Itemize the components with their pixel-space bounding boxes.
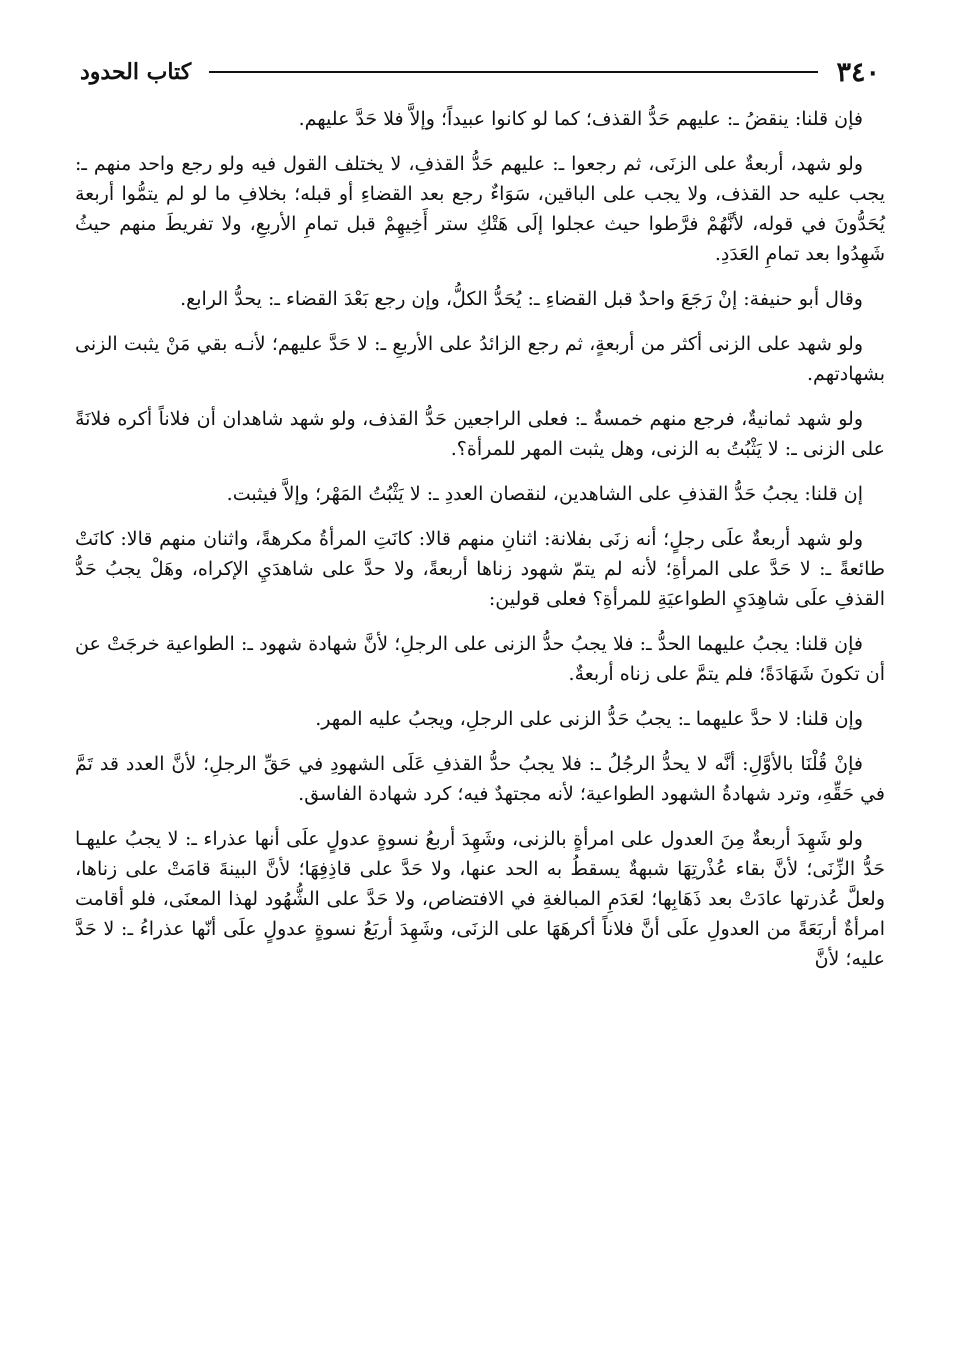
paragraph: ولو شهد، أربعةٌ على الزنَى، ثم رجعوا ـ: عليهم حَدُّ القذفِ، لا يختلف القول فيه ولو رجع واحد منهم ـ: يجب عليه حد القذف، ولا يجب على الباقين، سَوَاءٌ رجع بعد القضاءِ أو قبله؛ بخلافِ ما لو لم يتمُّوا أربعة يُحَدُّونَ في قوله، لأنَّهُمْ فرَّطوا حيث عجلوا إلَى هَتْكِ ستر أَخِيهِمْ قبل تمامِ الأربعِ، ولا تفريطَ منهم حيثُ شَهِدُوا بعد تمامِ العَدَدِ. — [75, 153, 885, 265]
paragraph: ولو شهد أربعةٌ علَى رجلٍ؛ أنه زنَى بفلانة: اثنانِ منهم قالا: كانَتِ المرأةُ مكرهةً، واثنان منهم قالا: كانَتْ طائعةً ـ: لا حَدَّ على المرأةِ؛ لأنه لم يتمّ شهود زناها أربعةً، ولا حدَّ على شاهدَيِ الإكراه، وهَلْ يجبُ حَدُّ القذفِ علَى شاهِدَيِ الطواعيَةِ للمرأةِ؟ فعلى قولين: — [75, 528, 885, 610]
paragraph: ولو شهد على الزنى أكثر من أربعةٍ، ثم رجع الزائدُ على الأربعِ ـ: لا حَدَّ عليهم؛ لأنـه بقي مَنْ يثبت الزنى بشهادتهم. — [75, 333, 885, 385]
paragraph: ولو شهد ثمانيةٌ، فرجع منهم خمسةٌ ـ: فعلى الراجعين حَدُّ القذف، ولو شهد شاهدان أن فلاناً أكره فلانَةً على الزنى ـ: لا يَثْبُتُ به الزنى، وهل يثبت المهر للمرأة؟. — [75, 408, 885, 460]
book-title: كتاب الحدود — [80, 59, 192, 85]
paragraph: إن قلنا: يجبُ حَدُّ القذفِ على الشاهدين، لنقصان العددِ ـ: لا يَثْبُتُ المَهْر؛ وإلاَّ فيثبت. — [226, 483, 863, 505]
page-body — [75, 104, 885, 974]
paragraph: فإنْ قُلْنَا بالأوَّلِ: أنَّه لا يحدُّ الرجُلُ ـ: فلا يجبُ حدُّ القذفِ عَلَى الشهودِ في حَقِّ الرجلِ؛ لأنَّ العدد قد تَمَّ في حَقِّهِ، وترد شهادةُ الشهود الطواعية؛ لأنه مجتهدٌ فيه؛ كرد شهادة الفاسق. — [75, 753, 885, 805]
running-header — [80, 50, 880, 94]
paragraph: ولو شَهِدَ أربعةٌ مِنَ العدول على امرأةٍ بالزنى، وشَهِدَ أربعُ نسوةٍ عدولٍ علَى أنها عذراء ـ: لا يجبُ عليهـا حَدُّ الزِّنَى؛ لأنَّ بقاء عُذْرتِهَا شبهةٌ يسقطُ به الحد عنها، ولا حَدَّ على قاذِفِهَا؛ لأنَّ البينةَ قامَتْ على زناها، ولعلَّ عُذرتها عادَتْ بعد ذَهَابِها؛ لعَدَمِ المبالغةِ في الافتضاص، ولا حَدَّ على الشُّهُود لهذا المعنَى، فلو أقامت امرأةٌ أربَعَةً من العدولِ علَى أنَّ فلاناً أكرهَهَا على الزنَى، وشَهِدَ أربَعُ نسوةٍ عدولٍ علَى أنّها عذراءُ ـ: لا حَدَّ عليه؛ لأنَّ — [75, 828, 885, 970]
paragraph: وقال أبو حنيفة: إنْ رَجَعَ واحدٌ قبل القضاءِ ـ: يُحَدُّ الكلُّ، وإن رجع بَعْدَ القضاء ـ: يحدُّ الرابع. — [180, 288, 863, 310]
page-number: ٣٤٠ — [836, 56, 880, 88]
paragraph: وإن قلنا: لا حدَّ عليهما ـ: يجبُ حَدُّ الزنى على الرجلِ، ويجبُ عليه المهر. — [315, 708, 863, 730]
paragraph: فإن قلنا: ينقضُ ـ: عليهم حَدُّ القذف؛ كما لو كانوا عبيداً؛ وإلاَّ فلا حَدَّ عليهم. — [298, 108, 863, 130]
paragraph: فإن قلنا: يجبُ عليهما الحدُّ ـ: فلا يجبُ حدُّ الزنى على الرجلِ؛ لأنَّ شهادة شهود ـ: الطواعية خرجَتْ عن أن تكونَ شَهَادَةً؛ فلم يتمَّ على زناه أربعةٌ. — [75, 633, 885, 685]
header-rule — [209, 71, 818, 73]
